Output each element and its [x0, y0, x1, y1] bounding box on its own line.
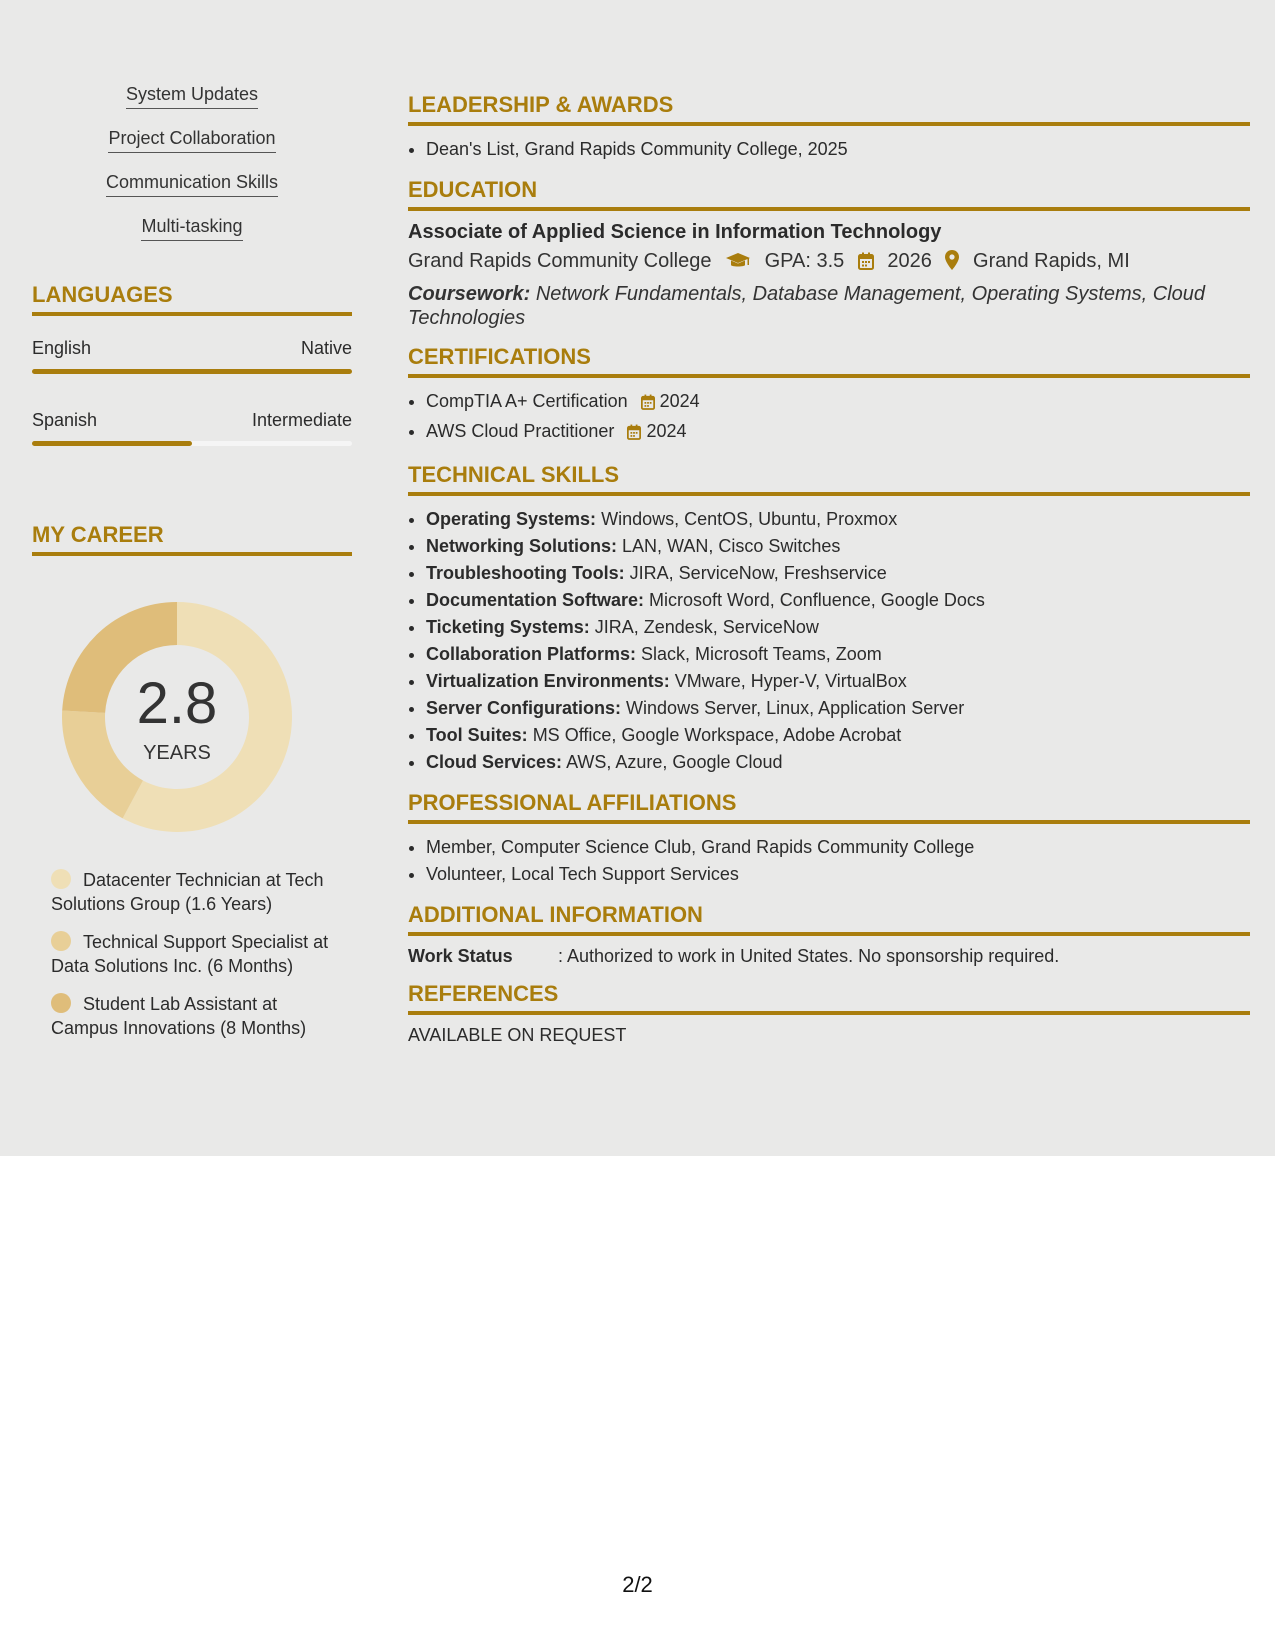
- skill-value: Slack, Microsoft Teams, Zoom: [641, 644, 882, 664]
- certification-year: 2024: [659, 391, 700, 411]
- calendar-icon: [627, 421, 641, 448]
- skill-value: JIRA, ServiceNow, Freshservice: [629, 563, 887, 583]
- skill-item: [426, 641, 1250, 668]
- skill-label: Documentation Software:: [426, 590, 645, 610]
- legend-label: Technical Support Specialist at Data Solutions Inc. (6 Months): [51, 932, 329, 976]
- certifications-section: [408, 344, 1250, 448]
- skill-label: Operating Systems:: [426, 509, 597, 529]
- legend-item: [51, 930, 341, 978]
- additional-info-section: [408, 902, 1250, 967]
- references-section: [408, 981, 1250, 1046]
- leadership-section: [408, 92, 1250, 163]
- legend-item: [51, 868, 341, 916]
- skill-tag: Multi-tasking: [141, 216, 242, 241]
- affiliations-heading: PROFESSIONAL AFFILIATIONS: [408, 790, 1250, 824]
- skill-value: Windows, CentOS, Ubuntu, Proxmox: [601, 509, 898, 529]
- education-heading: EDUCATION: [408, 177, 1250, 211]
- technical-skills-section: [408, 462, 1250, 776]
- skill-value: LAN, WAN, Cisco Switches: [622, 536, 841, 556]
- language-name: English: [32, 338, 92, 358]
- skill-label: Troubleshooting Tools:: [426, 563, 625, 583]
- proficiency-track: [32, 369, 352, 374]
- certification-year: 2024: [646, 421, 687, 441]
- gpa: GPA: 3.5: [764, 250, 845, 272]
- skill-label: Server Configurations:: [426, 698, 622, 718]
- right-column: [408, 92, 1250, 1060]
- skill-value: AWS, Azure, Google Cloud: [566, 752, 783, 772]
- references-heading: REFERENCES: [408, 981, 1250, 1015]
- certification-item: [426, 388, 1250, 418]
- legend-label: Datacenter Technician at Tech Solutions Group (1.6 Years): [51, 870, 324, 914]
- skill-item: [426, 533, 1250, 560]
- education-details: [408, 250, 1250, 276]
- skill-value: Windows Server, Linux, Application Server: [626, 698, 965, 718]
- skill-item: [426, 695, 1250, 722]
- certifications-heading: CERTIFICATIONS: [408, 344, 1250, 378]
- skill-label: Cloud Services:: [426, 752, 563, 772]
- work-status-row: [408, 946, 1250, 967]
- page-number: 2/2: [622, 1572, 653, 1597]
- location-pin-icon: [945, 250, 959, 276]
- skill-item: [426, 587, 1250, 614]
- work-status-label: Work Status: [408, 946, 513, 966]
- references-text: AVAILABLE ON REQUEST: [408, 1025, 627, 1045]
- legend-item: [51, 992, 341, 1040]
- skill-value: Microsoft Word, Confluence, Google Docs: [649, 590, 985, 610]
- education-section: [408, 177, 1250, 330]
- skill-tag: System Updates: [126, 84, 258, 109]
- certification-name: CompTIA A+ Certification: [426, 391, 628, 411]
- legend-label: Student Lab Assistant at Campus Innovations (8 Months): [51, 994, 307, 1038]
- language-name: Spanish: [32, 410, 98, 430]
- coursework-label: Coursework:: [408, 283, 531, 305]
- skill-label: Tool Suites:: [426, 725, 528, 745]
- calendar-icon: [858, 252, 874, 276]
- leadership-item: • Dean's List, Grand Rapids Community College, 2025: [426, 136, 1250, 163]
- language-row: [32, 410, 352, 460]
- skill-label: Ticketing Systems:: [426, 617, 590, 637]
- skill-label: Virtualization Environments:: [426, 671, 670, 691]
- skill-item: [426, 668, 1250, 695]
- career-legend: [32, 868, 352, 1040]
- school-location: Grand Rapids, MI: [973, 250, 1130, 272]
- certification-name: AWS Cloud Practitioner: [426, 421, 615, 441]
- school-name: Grand Rapids Community College: [408, 250, 712, 272]
- language-row: [32, 338, 352, 388]
- proficiency-track: [32, 441, 352, 446]
- coursework-list: Network Fundamentals, Database Management, Operating Systems, Cloud Technologies: [408, 283, 1206, 329]
- technical-skills-heading: TECHNICAL SKILLS: [408, 462, 1250, 496]
- skill-item: [426, 749, 1250, 776]
- language-level: Native: [300, 338, 352, 358]
- additional-info-heading: ADDITIONAL INFORMATION: [408, 902, 1250, 936]
- degree-title: Associate of Applied Science in Information Technology: [408, 221, 942, 243]
- leadership-heading: LEADERSHIP & AWARDS: [408, 92, 1250, 126]
- skill-tag: Project Collaboration: [108, 128, 275, 153]
- skill-item: [426, 506, 1250, 533]
- skill-value: JIRA, Zendesk, ServiceNow: [594, 617, 819, 637]
- career-total: 2.8: [136, 671, 218, 736]
- career-donut-chart: [62, 602, 292, 832]
- skill-label: Networking Solutions:: [426, 536, 617, 556]
- skill-tags: [32, 84, 352, 260]
- skill-label: Collaboration Platforms:: [426, 644, 637, 664]
- skill-tag: Communication Skills: [106, 172, 278, 197]
- affiliation-item: • Member, Computer Science Club, Grand Rapids Community College: [426, 834, 1250, 861]
- career-heading: MY CAREER: [32, 522, 352, 556]
- calendar-icon: [641, 391, 655, 418]
- skill-item: [426, 722, 1250, 749]
- skill-item: [426, 614, 1250, 641]
- skill-value: VMware, Hyper-V, VirtualBox: [674, 671, 907, 691]
- skill-item: [426, 560, 1250, 587]
- skill-value: MS Office, Google Workspace, Adobe Acrobat: [532, 725, 902, 745]
- affiliations-section: [408, 790, 1250, 888]
- certification-item: [426, 418, 1250, 448]
- languages-heading: LANGUAGES: [32, 282, 352, 316]
- language-level: Intermediate: [251, 410, 352, 430]
- legend-dot: [51, 993, 71, 1013]
- graduation-cap-icon: [725, 252, 751, 276]
- proficiency-bar: [32, 369, 352, 374]
- legend-dot: [51, 869, 71, 889]
- work-status-value: : Authorized to work in United States. No sponsorship required.: [558, 946, 1060, 966]
- career-unit: YEARS: [143, 742, 211, 764]
- affiliation-item: • Volunteer, Local Tech Support Services: [426, 861, 1250, 888]
- graduation-year: 2026: [887, 250, 932, 272]
- left-column: [32, 84, 352, 1054]
- coursework: [408, 282, 1250, 330]
- proficiency-bar: [32, 441, 192, 446]
- legend-dot: [51, 931, 71, 951]
